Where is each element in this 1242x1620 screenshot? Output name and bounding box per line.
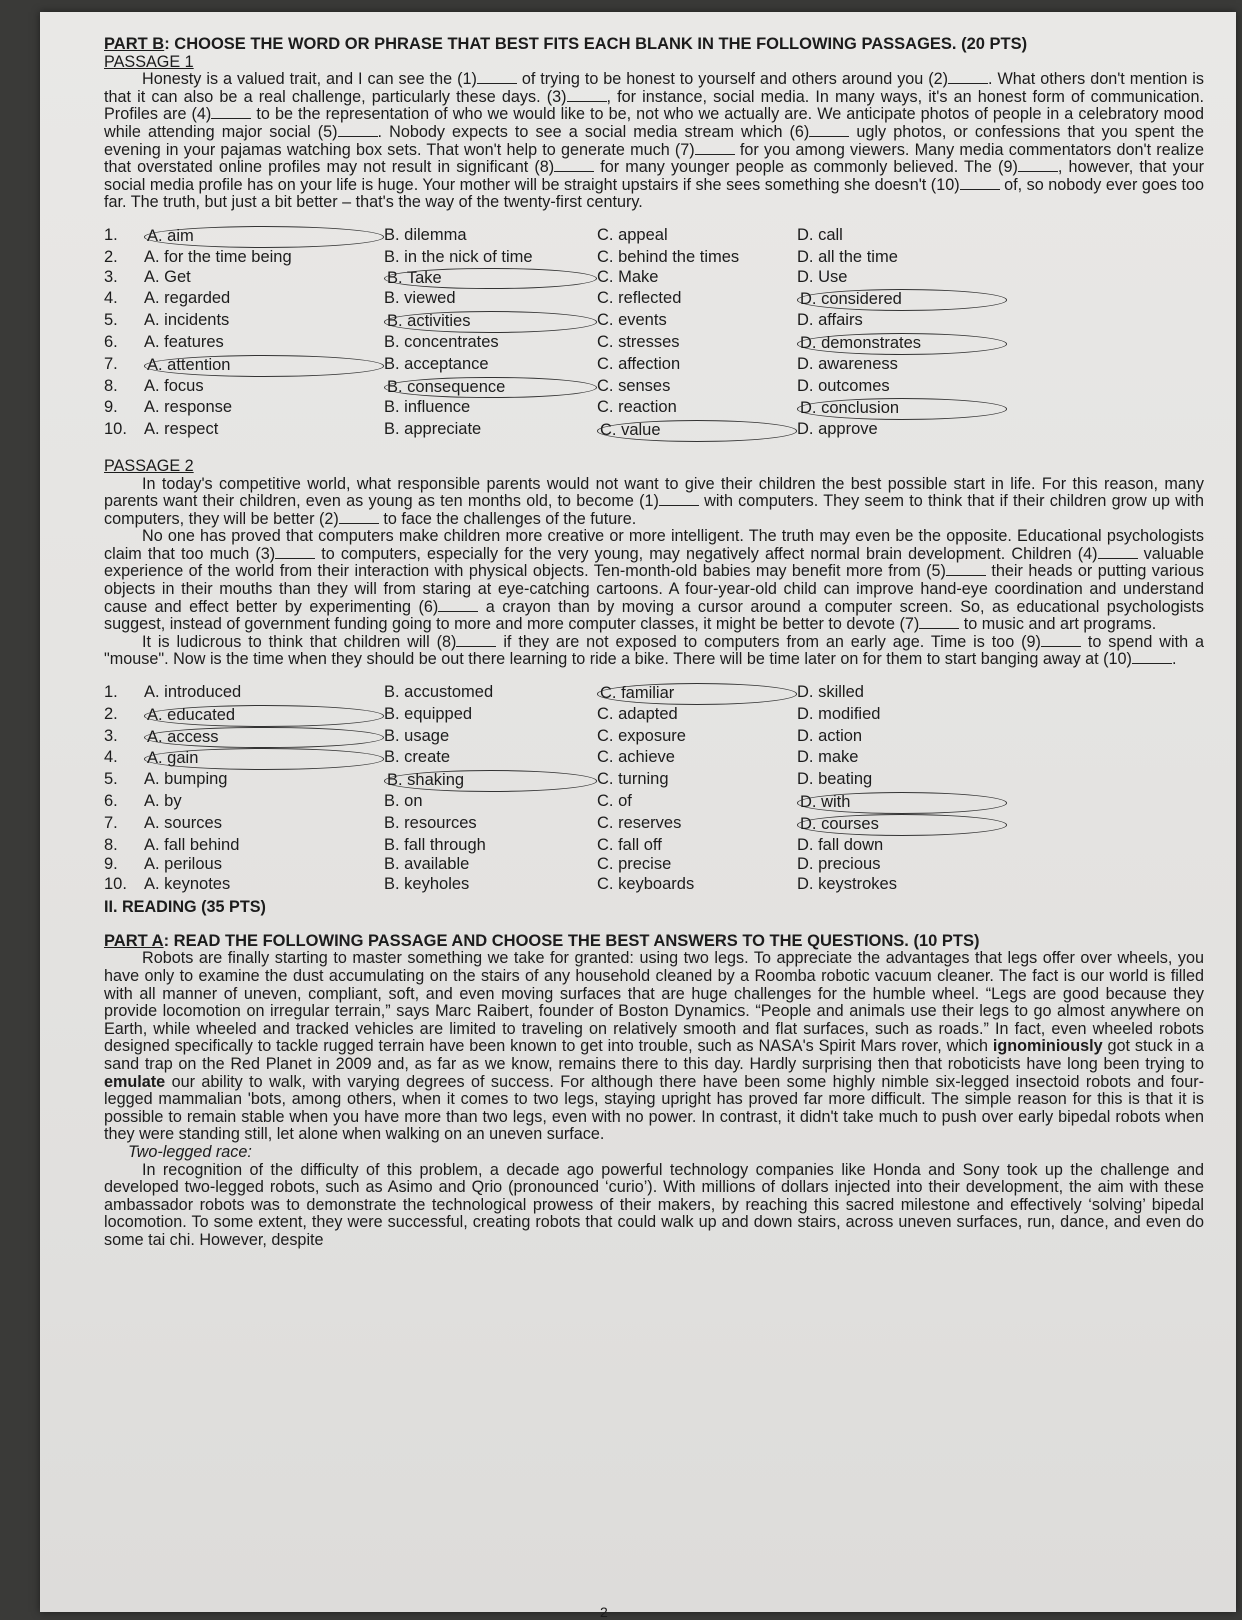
answer-option-d[interactable]: D. call xyxy=(797,225,843,244)
answer-option-d[interactable]: D. beating xyxy=(797,770,873,789)
answer-option-c[interactable]: C. reserves xyxy=(597,813,682,832)
blank-8 xyxy=(456,634,496,647)
part-a-label: PART A xyxy=(104,931,164,950)
answer-option-d[interactable]: D. skilled xyxy=(797,683,864,702)
answer-option-c[interactable]: C. keyboards xyxy=(597,875,695,894)
part-b-label: PART B xyxy=(104,35,165,53)
part-a-heading-text: : READ THE FOLLOWING PASSAGE AND CHOOSE THE BEST ANSWERS TO THE QUESTIONS. (10 PTS) xyxy=(163,931,980,950)
answer-option-c[interactable]: C. value xyxy=(597,420,797,442)
blank-5 xyxy=(946,563,986,576)
question-number: 1. xyxy=(104,683,118,702)
question-number: 8. xyxy=(104,835,118,854)
question-number: 7. xyxy=(104,813,118,832)
answer-option-b[interactable]: B. fall through xyxy=(384,835,486,854)
question-number: 10. xyxy=(104,420,127,439)
answer-option-b[interactable]: B. influence xyxy=(384,398,471,417)
answer-option-b[interactable]: B. appreciate xyxy=(384,420,482,439)
p1-text-11: of, so nobody ever goes too far. The truth, but just a bit better – that's the way of the twenty-first century. xyxy=(104,175,1205,212)
p2-text-2d: their heads or putting various objects in their mouths than they will from staring at eye-catching cartoons. A four-year-old child can improve hand-eye coordination and understand cause and effect better by experimenting (6) xyxy=(104,562,1204,616)
answer-option-d[interactable]: D. approve xyxy=(797,420,878,439)
question-number: 8. xyxy=(104,376,118,395)
blank-2 xyxy=(948,71,988,84)
answer-option-d[interactable]: D. Use xyxy=(797,267,848,286)
answer-option-b[interactable]: B. accustomed xyxy=(384,683,494,702)
blank-1 xyxy=(659,493,699,506)
answer-option-d[interactable]: D. modified xyxy=(797,704,881,723)
p1-text-8: for you among viewers. Many media commentators don't realize that overstated online profiles may not result in significant (8) xyxy=(104,140,1204,177)
page-number: 2 xyxy=(600,1604,608,1620)
question-number: 10. xyxy=(104,875,127,894)
question-number: 4. xyxy=(104,748,118,767)
passage-1-options xyxy=(104,226,1204,442)
answer-option-a[interactable]: A. bumping xyxy=(144,770,228,789)
answer-option-a[interactable]: A. aim xyxy=(144,226,384,248)
passage-1-label: PASSAGE 1 xyxy=(104,52,194,71)
worksheet-content xyxy=(104,36,1204,1249)
answer-option-a[interactable]: A. sources xyxy=(144,813,222,832)
blank-1 xyxy=(477,71,517,84)
p2-text-1c: to face the challenges of the future. xyxy=(378,509,637,528)
p2-text-2c: valuable experience of the world from their interaction with physical objects. Ten-month-old babies may benefit more from (5) xyxy=(104,544,1204,581)
p1-text-4: , for instance, social media. In many ways, it's an honest form of communication. Profiles are (4) xyxy=(104,87,1204,124)
passage-1-text xyxy=(104,71,1204,212)
blank-10 xyxy=(1132,651,1172,664)
answer-option-c[interactable]: C. senses xyxy=(597,376,671,395)
answer-option-b[interactable]: B. equipped xyxy=(384,704,473,723)
answer-option-a[interactable]: A. focus xyxy=(144,376,204,395)
question-number: 9. xyxy=(104,398,118,417)
question-number: 6. xyxy=(104,332,118,351)
reading-section-title: II. READING (35 PTS) xyxy=(104,898,266,916)
reading-para-1 xyxy=(104,950,1204,1144)
answer-option-b[interactable]: B. create xyxy=(384,748,451,767)
answer-option-a[interactable]: A. keynotes xyxy=(144,875,231,894)
p2-text-1b: with computers. They seem to think that if their children grow up with computers, they will be better (2) xyxy=(104,492,1204,528)
p2-text-1a: In today's competitive world, what responsible parents would not want to give their children the best possible start in life. For this reason, many parents want their children, even as young as ten months old, to become (1) xyxy=(104,474,1204,511)
answer-option-a[interactable]: A. regarded xyxy=(144,289,231,308)
answer-option-d[interactable]: D. keystrokes xyxy=(797,875,897,894)
p2-text-2b: to computers, especially for the very young, may negatively affect normal brain development. Children (4) xyxy=(315,544,1098,563)
passage-2-para-3 xyxy=(104,634,1204,669)
answer-option-b[interactable]: B. Take xyxy=(384,268,597,290)
answer-option-d[interactable]: D. with xyxy=(797,792,1007,814)
answer-option-c[interactable]: C. appeal xyxy=(597,225,668,244)
worksheet-page xyxy=(40,12,1236,1620)
answer-option-a[interactable]: A. introduced xyxy=(144,683,242,702)
blank-8 xyxy=(554,159,594,172)
answer-option-a[interactable]: A. educated xyxy=(144,705,384,727)
answer-option-a[interactable]: A. access xyxy=(144,727,384,749)
p1-text-10: , however, that your social media profile has on your life is huge. Your mother will be straight upstairs if she sees something she doesn't (10) xyxy=(104,158,1204,194)
answer-option-c[interactable]: C. events xyxy=(597,311,667,330)
answer-option-d[interactable]: D. outcomes xyxy=(797,376,890,395)
answer-option-c[interactable]: C. Make xyxy=(597,267,659,286)
answer-option-b[interactable]: B. on xyxy=(384,792,423,811)
reading-text-1b: got stuck in a sand trap on the Red Planet in 2009 and, as far as we know, remains there to this day. Hardly surprising then that roboticists have long been trying to xyxy=(104,1037,1204,1073)
question-number: 3. xyxy=(104,267,118,286)
answer-option-c[interactable]: C. exposure xyxy=(597,726,686,745)
question-number: 2. xyxy=(104,704,118,723)
answer-option-b[interactable]: B. in the nick of time xyxy=(384,247,533,266)
blank-9 xyxy=(1018,159,1058,172)
answer-option-d[interactable]: D. fall down xyxy=(797,835,884,854)
reading-text-1c: our ability to walk, with varying degrees of success. For although there have been some highly nimble six-legged insectoid robots and four-legged mammalian 'bots, among others, when it comes to two legs, staying upright has proved far more difficult. The simple reason for this is that it is possible to remain stable when you have more than two legs, even with no power. In contrast, it didn't take much to push over early bipedal robots when they were standing still, let alone when walking on an uneven surface. xyxy=(104,1072,1204,1144)
answer-option-b[interactable]: B. dilemma xyxy=(384,225,467,244)
blank-3 xyxy=(275,546,315,559)
p2-text-3a: It is ludicrous to think that children will (8) xyxy=(142,632,457,651)
p2-text-2e: a crayon than by moving a cursor around a computer screen. So, as educational psychologists suggest, instead of government funding going to more and more computer classes, it might be better to devote (7) xyxy=(104,597,1204,634)
answer-option-c[interactable]: C. reaction xyxy=(597,398,677,417)
answer-option-c[interactable]: C. turning xyxy=(597,770,669,789)
question-number: 7. xyxy=(104,354,118,373)
answer-option-d[interactable]: D. conclusion xyxy=(797,398,1007,420)
question-number: 4. xyxy=(104,289,118,308)
question-number: 3. xyxy=(104,726,118,745)
answer-option-c[interactable]: C. familiar xyxy=(597,683,797,705)
question-number: 6. xyxy=(104,792,118,811)
p2-text-2a: No one has proved that computers make children more creative or more intelligent. The truth may even be the opposite. Educational psychologists claim that too much (3) xyxy=(104,527,1204,563)
p1-text-9: for many younger people as commonly believed. The (9) xyxy=(594,158,1018,177)
answer-option-a[interactable]: A. perilous xyxy=(144,855,222,874)
answer-option-a[interactable]: A. incidents xyxy=(144,311,230,330)
answer-option-b[interactable]: B. consequence xyxy=(384,377,597,399)
p1-text-2: of trying to be honest to yourself and others around you (2) xyxy=(516,70,949,89)
blank-5 xyxy=(338,124,378,137)
reading-subheading: Two-legged race: xyxy=(128,1142,252,1161)
keyword-emulate: emulate xyxy=(104,1072,166,1091)
answer-option-a[interactable]: A. gain xyxy=(144,748,384,770)
blank-7 xyxy=(695,142,735,155)
answer-option-b[interactable]: B. activities xyxy=(384,311,597,333)
p2-text-3b: if they are not exposed to computers from an early age. Time is too (9) xyxy=(496,632,1041,651)
question-number: 2. xyxy=(104,247,118,266)
reading-text-1a: Robots are finally starting to master something we take for granted: using two legs. To appreciate the advantages that legs offer over wheels, you have only to examine the dust accumulating on the stairs of any household cleaned by a Roomba robotic vacuum cleaner. The fact is our world is filled with all manner of uneven, compliant, soft, and even moving surfaces that are huge challenges for the humble wheel. “Legs are good because they provide locomotion on irregular terrain,” says Marc Raibert, founder of Boston Dynamics. “People and animals use their legs to go almost anywhere on Earth, while wheeled and tracked vehicles are limited to traveling on relatively smooth and flat surfaces, such as roads.” In fact, even wheeled robots designed specifically to tackle rugged terrain have been known to get into trouble, such as NASA's Spirit Mars rover, which xyxy=(104,949,1204,1056)
part-b-heading-text: : CHOOSE THE WORD OR PHRASE THAT BEST FITS EACH BLANK IN THE FOLLOWING PASSAGES. (20 PTS) xyxy=(164,35,1028,53)
blank-6 xyxy=(809,124,849,137)
answer-option-d[interactable]: D. demonstrates xyxy=(797,333,1007,355)
answer-option-b[interactable]: B. viewed xyxy=(384,289,456,308)
reading-para-2: In recognition of the difficulty of this problem, a decade ago powerful technology companies like Honda and Sony took up the challenge and developed two-legged robots, such as Asimo and Qrio (pronounced ‘curio’). With millions of dollars injected into their development, the aim with these ambassador robots was to demonstrate the technological prowess of their makers, by reaching this sacred milestone and effectively ‘solving’ bipedal locomotion. To some extent, they were successful, creating robots that could walk up and down stairs, across uneven surfaces, run, dance, and even do some tai chi. However, despite xyxy=(104,1160,1204,1249)
blank-7 xyxy=(919,616,959,629)
answer-option-b[interactable]: B. available xyxy=(384,855,470,874)
question-number: 9. xyxy=(104,855,118,874)
p1-text-5: to be the representation of who we would like to be, not who we actually are. We anticipate photos of people in a celebratory mood while attending major social (5) xyxy=(104,105,1204,141)
answer-option-d[interactable]: D. courses xyxy=(797,814,1007,836)
p2-text-3c: to spend with a "mouse". Now is the time when they should be out there learning to ride a bike. There will be time later on for them to start banging away at (10) xyxy=(104,632,1204,669)
p1-text-1: Honesty is a valued trait, and I can see the (1) xyxy=(142,70,477,89)
blank-4 xyxy=(1098,546,1138,559)
answer-option-a[interactable]: A. attention xyxy=(144,355,384,377)
answer-option-d[interactable]: D. action xyxy=(797,726,863,745)
answer-option-b[interactable]: B. shaking xyxy=(384,770,597,792)
p2-text-3d: . xyxy=(1171,650,1177,669)
answer-option-c[interactable]: C. adapted xyxy=(597,704,678,723)
answer-option-b[interactable]: B. concentrates xyxy=(384,332,499,351)
answer-option-a[interactable]: A. by xyxy=(144,792,182,811)
answer-option-b[interactable]: B. usage xyxy=(384,726,450,745)
passage-2-para-2 xyxy=(104,528,1204,634)
part-a-heading xyxy=(104,933,1204,951)
answer-option-c[interactable]: C. stresses xyxy=(597,332,680,351)
spacer xyxy=(104,442,1204,458)
blank-2 xyxy=(339,511,379,524)
answer-option-a[interactable]: A. features xyxy=(144,332,224,351)
answer-option-b[interactable]: B. acceptance xyxy=(384,354,489,373)
question-number: 5. xyxy=(104,770,118,789)
question-number: 5. xyxy=(104,311,118,330)
p2-text-2f: to music and art programs. xyxy=(959,615,1157,634)
blank-6 xyxy=(438,599,478,612)
passage-2-para-1 xyxy=(104,476,1204,529)
answer-option-a[interactable]: A. for the time being xyxy=(144,247,292,266)
p1-text-6: . Nobody expects to see a social media stream which (6) xyxy=(377,122,810,141)
keyword-ignominiously: ignominiously xyxy=(992,1037,1103,1056)
part-b-heading xyxy=(104,36,1204,54)
answer-option-a[interactable]: A. Get xyxy=(144,267,191,286)
answer-option-d[interactable]: D. all the time xyxy=(797,247,898,266)
answer-option-a[interactable]: A. respect xyxy=(144,420,219,439)
passage-2-options xyxy=(104,683,1204,895)
answer-option-d[interactable]: D. considered xyxy=(797,289,1007,311)
blank-10 xyxy=(960,177,1000,190)
answer-option-d[interactable]: D. awareness xyxy=(797,354,898,373)
passage-2-label: PASSAGE 2 xyxy=(104,456,194,475)
answer-option-b[interactable]: B. resources xyxy=(384,813,477,832)
p1-text-3: . What others don't mention is that it can also be a real challenge, particularly these days. (3) xyxy=(104,70,1204,106)
answer-option-c[interactable]: C. precise xyxy=(597,855,672,874)
question-number: 1. xyxy=(104,225,118,244)
blank-3 xyxy=(567,89,607,102)
answer-option-c[interactable]: C. affection xyxy=(597,354,681,373)
answer-option-c[interactable]: C. reflected xyxy=(597,289,682,308)
p1-text-7: ugly photos, or confessions that you spent the evening in your pajamas watching box sets. That won't help to generate much (7) xyxy=(104,122,1204,159)
answer-option-c[interactable]: C. achieve xyxy=(597,748,675,767)
answer-option-c[interactable]: C. of xyxy=(597,792,632,811)
answer-option-d[interactable]: D. make xyxy=(797,748,859,767)
answer-option-c[interactable]: C. fall off xyxy=(597,835,662,854)
answer-option-b[interactable]: B. keyholes xyxy=(384,875,470,894)
answer-option-a[interactable]: A. fall behind xyxy=(144,835,240,854)
answer-option-d[interactable]: D. affairs xyxy=(797,311,863,330)
blank-4 xyxy=(211,106,251,119)
answer-option-c[interactable]: C. behind the times xyxy=(597,247,740,266)
answer-option-d[interactable]: D. precious xyxy=(797,855,881,874)
blank-9 xyxy=(1041,634,1081,647)
answer-option-a[interactable]: A. response xyxy=(144,398,233,417)
